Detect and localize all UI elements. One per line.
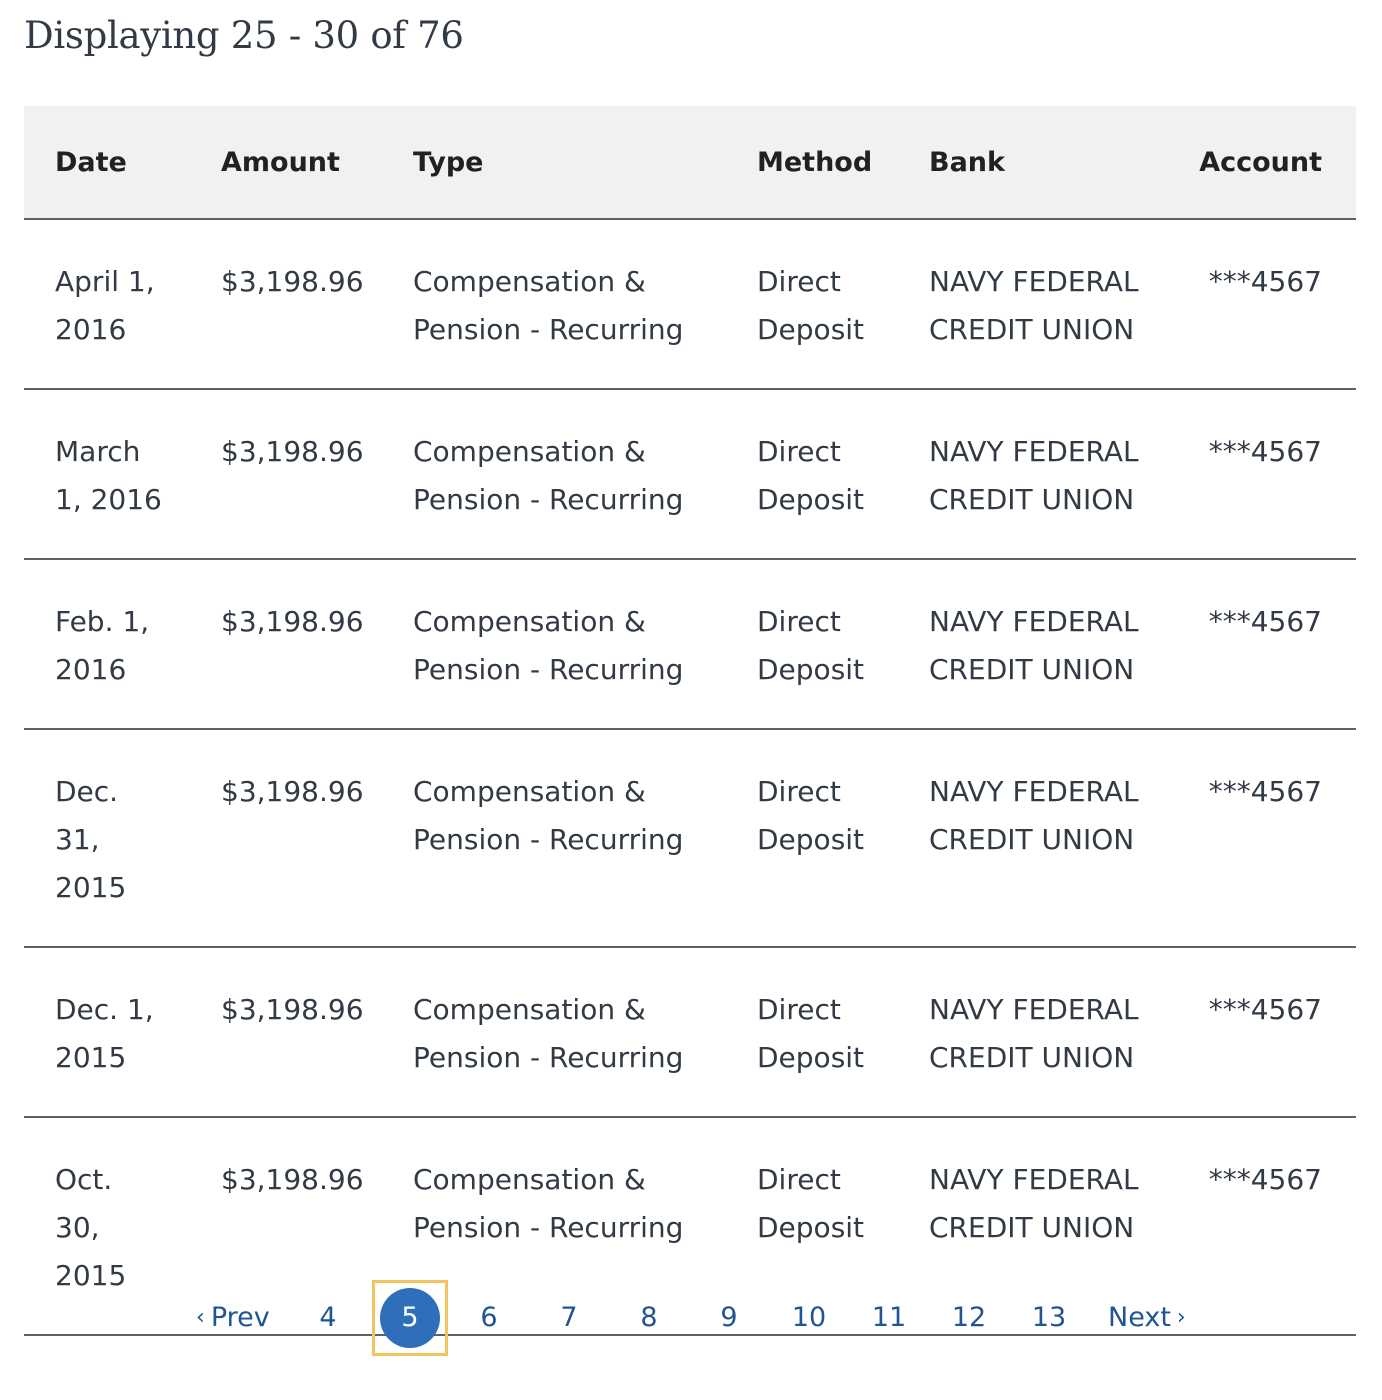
date-cell: [24, 559, 221, 729]
amount-cell: $3,198.96: [221, 947, 413, 1117]
column-header-amount: Amount: [221, 106, 413, 219]
pagination: [0, 1280, 1382, 1356]
type-cell: Compensation & Pension - Recurring: [413, 1117, 757, 1335]
column-header-date: Date: [24, 106, 221, 219]
table-body: [24, 219, 1356, 1335]
bank-cell: NAVY FEDERAL CREDIT UNION: [929, 947, 1192, 1117]
method-cell: Direct Deposit: [757, 729, 929, 947]
date-cell: [24, 729, 221, 947]
account-cell: ***4567: [1192, 559, 1356, 729]
amount-cell: $3,198.96: [221, 729, 413, 947]
method-cell: Direct Deposit: [757, 947, 929, 1117]
column-header-type: Type: [413, 106, 757, 219]
amount-cell: $3,198.96: [221, 1117, 413, 1335]
account-cell: ***4567: [1192, 947, 1356, 1117]
account-cell: ***4567: [1192, 729, 1356, 947]
table-row: [24, 389, 1356, 559]
type-cell: Compensation & Pension - Recurring: [413, 389, 757, 559]
page-link-10[interactable]: 10: [791, 1302, 827, 1333]
bank-cell: NAVY FEDERAL CREDIT UNION: [929, 729, 1192, 947]
amount-cell: $3,198.96: [221, 559, 413, 729]
date-cell: [24, 219, 221, 389]
date-text: Dec. 1, 2015: [55, 993, 154, 1074]
column-header-account: Account: [1192, 106, 1356, 219]
method-cell: Direct Deposit: [757, 219, 929, 389]
date-cell: [24, 389, 221, 559]
column-header-bank: Bank: [929, 106, 1192, 219]
page-title: Displaying 25 - 30 of 76: [24, 14, 464, 57]
account-cell: ***4567: [1192, 389, 1356, 559]
date-text: March 1, 2016: [55, 435, 162, 516]
table-row: [24, 559, 1356, 729]
bank-cell: NAVY FEDERAL CREDIT UNION: [929, 219, 1192, 389]
amount-cell: $3,198.96: [221, 389, 413, 559]
table-row: [24, 729, 1356, 947]
table-header-row: [24, 106, 1356, 219]
date-text: Oct. 30, 2015: [55, 1163, 127, 1292]
page-link-13[interactable]: 13: [1031, 1302, 1067, 1333]
bank-cell: NAVY FEDERAL CREDIT UNION: [929, 389, 1192, 559]
table-row: [24, 947, 1356, 1117]
table-header: [24, 106, 1356, 219]
page-link-4[interactable]: 4: [319, 1302, 337, 1333]
bank-cell: NAVY FEDERAL CREDIT UNION: [929, 559, 1192, 729]
next-label: Next: [1108, 1302, 1171, 1333]
page-link-11[interactable]: 11: [871, 1302, 907, 1333]
current-page-indicator: 5: [380, 1288, 440, 1348]
type-cell: Compensation & Pension - Recurring: [413, 559, 757, 729]
date-text: April 1, 2016: [55, 265, 155, 346]
type-cell: Compensation & Pension - Recurring: [413, 729, 757, 947]
chevron-left-icon: ‹: [196, 1305, 205, 1330]
method-cell: Direct Deposit: [757, 1117, 929, 1335]
column-header-method: Method: [757, 106, 929, 219]
amount-cell: $3,198.96: [221, 219, 413, 389]
type-cell: Compensation & Pension - Recurring: [413, 947, 757, 1117]
prev-label: Prev: [210, 1302, 270, 1333]
account-cell: ***4567: [1192, 219, 1356, 389]
page-link-7[interactable]: 7: [560, 1302, 578, 1333]
method-cell: Direct Deposit: [757, 389, 929, 559]
date-text: Feb. 1, 2016: [55, 605, 150, 686]
next-page-link[interactable]: [1108, 1280, 1198, 1356]
date-text: Dec. 31, 2015: [55, 775, 127, 904]
method-cell: Direct Deposit: [757, 559, 929, 729]
page-link-current[interactable]: [372, 1280, 448, 1356]
payment-history-table: [24, 106, 1356, 1336]
bank-cell: NAVY FEDERAL CREDIT UNION: [929, 1117, 1192, 1335]
page-link-6[interactable]: 6: [480, 1302, 498, 1333]
table-row: [24, 219, 1356, 389]
chevron-right-icon: ›: [1176, 1305, 1186, 1330]
account-cell: ***4567: [1192, 1117, 1356, 1335]
payment-history-table-container: [24, 106, 1356, 1336]
page-link-8[interactable]: 8: [640, 1302, 658, 1333]
page-link-12[interactable]: 12: [951, 1302, 987, 1333]
prev-page-link[interactable]: [190, 1280, 280, 1356]
page-link-9[interactable]: 9: [720, 1302, 738, 1333]
date-cell: [24, 947, 221, 1117]
type-cell: Compensation & Pension - Recurring: [413, 219, 757, 389]
